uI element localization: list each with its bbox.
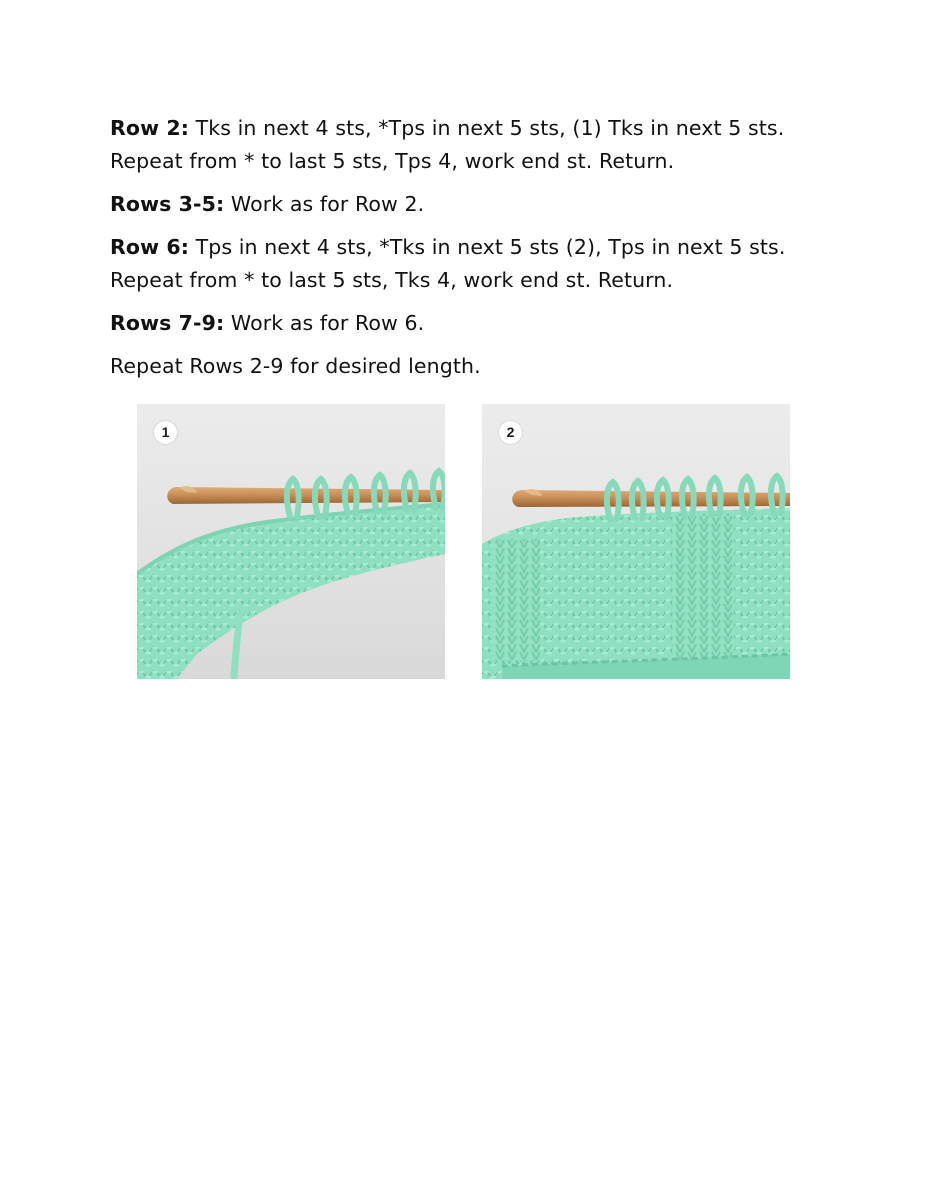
instruction-rows-7-9 — [110, 307, 830, 340]
step-photo-2 — [482, 404, 790, 679]
instruction-label: Row 6: — [110, 235, 190, 259]
instruction-label: Rows 3-5: — [110, 192, 225, 216]
instruction-text: Tks in next 4 sts, *Tps in next 5 sts, (1) Tks in next 5 sts. Repeat from * to last 5 sts, Tps 4, work end st. Return. — [110, 116, 785, 173]
instruction-text: Repeat Rows 2-9 for desired length. — [110, 354, 481, 378]
crochet-hook-photo-icon — [482, 404, 790, 679]
crochet-hook-photo-icon — [137, 404, 445, 679]
instruction-label: Rows 7-9: — [110, 311, 225, 335]
instruction-repeat — [110, 350, 830, 383]
instruction-label: Row 2: — [110, 116, 190, 140]
instruction-text: Work as for Row 6. — [224, 311, 425, 335]
step-number-badge: 1 — [154, 421, 177, 444]
photo-row — [137, 404, 791, 680]
instruction-row-6 — [110, 231, 830, 297]
instruction-row-2 — [110, 112, 830, 178]
instruction-text: Tps in next 4 sts, *Tks in next 5 sts (2), Tps in next 5 sts. Repeat from * to last 5 sts, Tks 4, work end st. Return. — [110, 235, 786, 292]
instruction-rows-3-5 — [110, 188, 830, 221]
instructions-block — [110, 112, 830, 393]
instruction-text: Work as for Row 2. — [224, 192, 425, 216]
step-photo-1 — [137, 404, 445, 679]
step-number-badge: 2 — [499, 421, 522, 444]
